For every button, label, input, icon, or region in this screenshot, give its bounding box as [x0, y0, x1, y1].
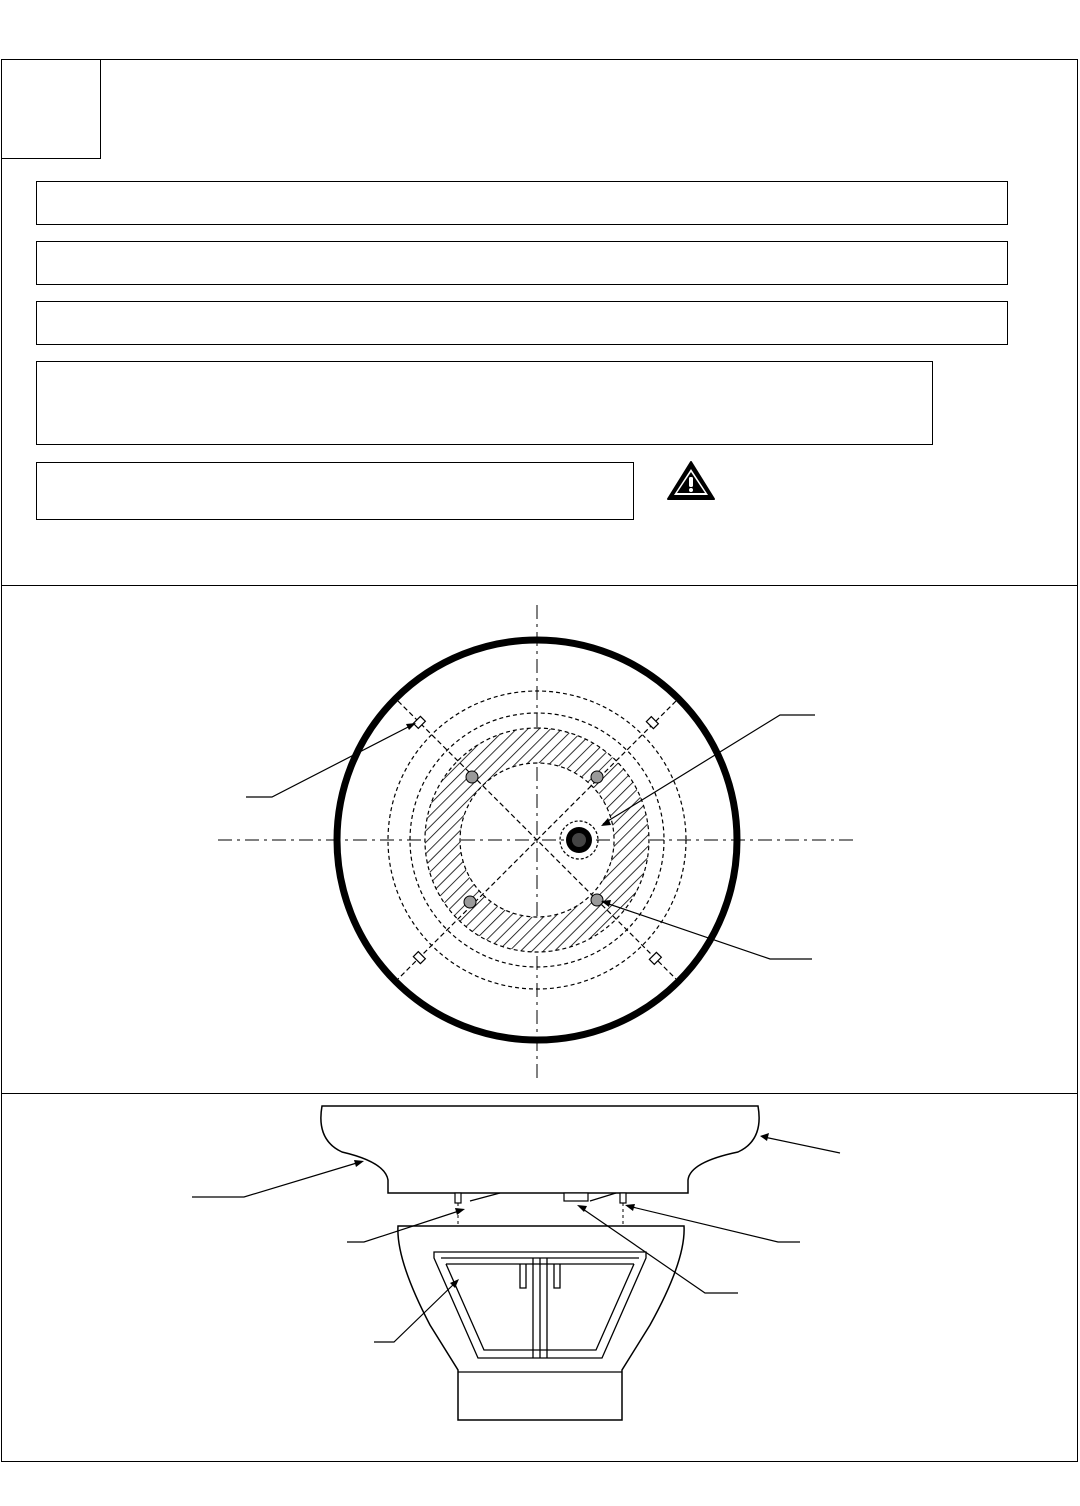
instruction-box-5 [36, 462, 634, 520]
callout-leader-canopy-right [764, 1137, 840, 1153]
callout-leader-left [246, 724, 414, 797]
canopy-side-view-diagram [0, 1100, 1080, 1430]
callout-leader-canopy-left [192, 1162, 360, 1197]
warning-triangle-icon [666, 460, 716, 502]
instruction-box-1 [36, 181, 1008, 225]
instruction-box-4 [36, 361, 933, 445]
motor-housing [398, 1226, 684, 1420]
section-divider-1 [1, 585, 1078, 586]
instruction-box-3 [36, 301, 1008, 345]
instruction-box-2 [36, 241, 1008, 285]
step-number-box [1, 59, 101, 159]
section-divider-2 [1, 1093, 1078, 1094]
canopy-top-view-diagram [0, 600, 1080, 1080]
canopy-body [321, 1106, 759, 1193]
